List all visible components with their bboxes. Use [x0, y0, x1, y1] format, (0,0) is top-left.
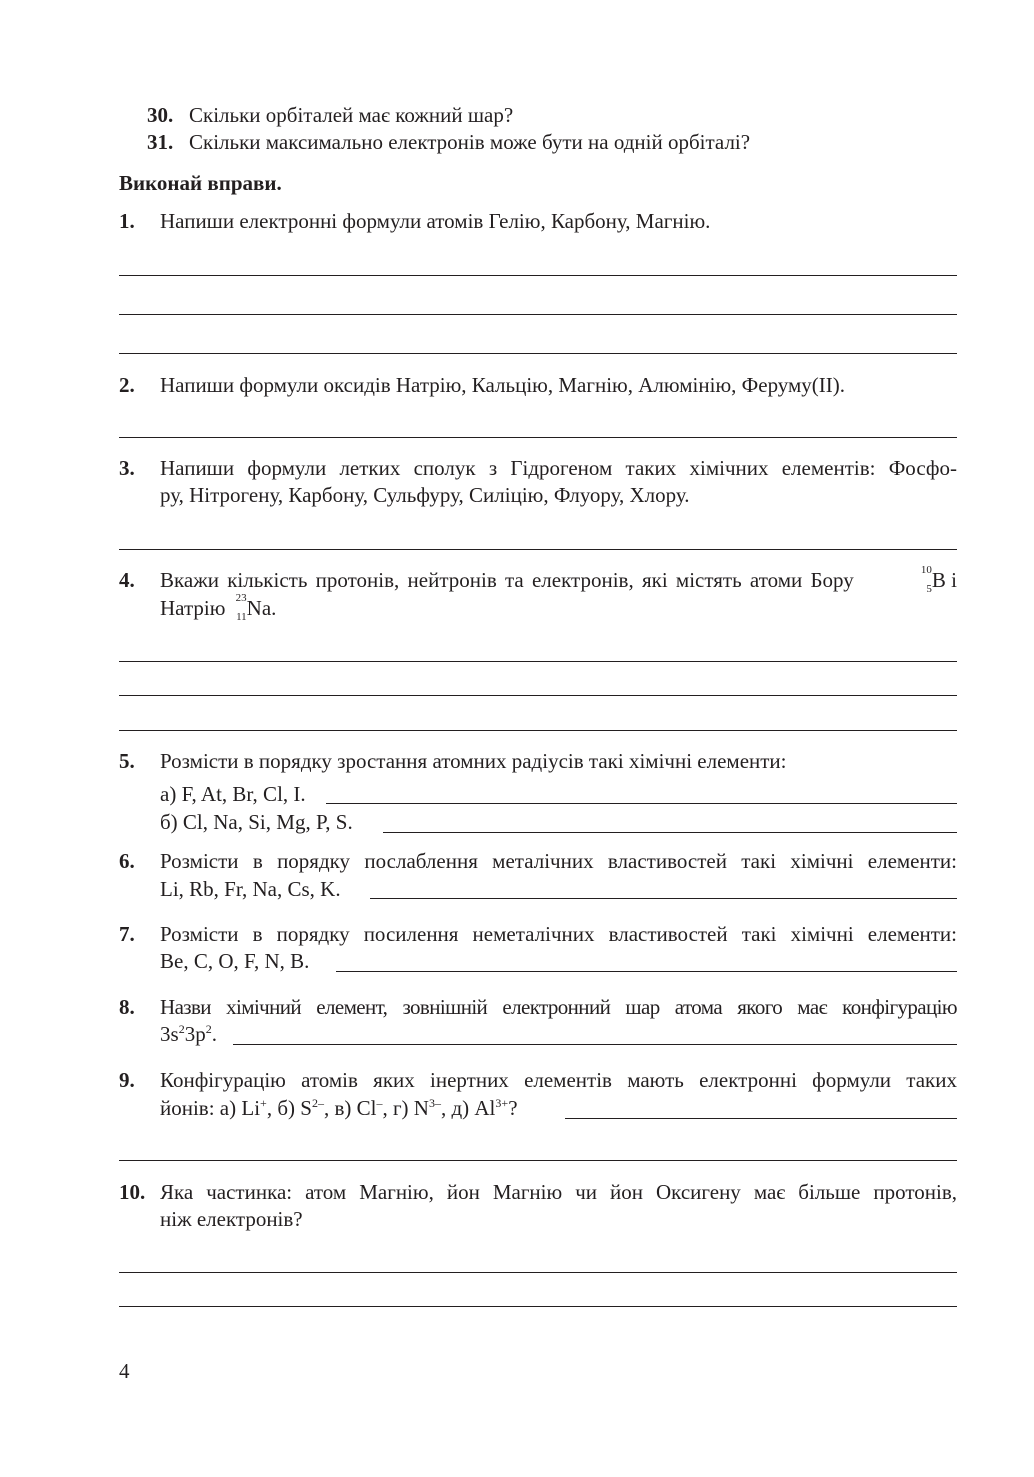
boron-isotope: [918, 564, 957, 595]
question-text: Скільки орбіталей має кожний шар?: [189, 103, 514, 127]
sodium-symbol: Na.: [246, 596, 277, 620]
boron-symbol: B: [931, 568, 946, 592]
electron-configuration: $3s^23p^2$.: [160, 1022, 217, 1046]
exercise-text: Напиши формули оксидів Натрію, Кальцію, Магнію, Алюмінію, Феруму(II).: [160, 373, 846, 397]
answer-line[interactable]: [119, 275, 957, 276]
exercise-text: Розмісти в порядку послаблення металічних властивостей такі хімічні елементи:: [160, 849, 957, 873]
exercise-text-continued: ру, Нітрогену, Карбону, Сульфуру, Силіцію, Флуору, Хлору.: [160, 483, 690, 507]
exercise-text-continued: ніж електронів?: [160, 1207, 303, 1231]
answer-line[interactable]: [233, 1044, 957, 1045]
answer-line[interactable]: [119, 661, 957, 662]
exercise-number: 5.: [119, 749, 135, 773]
answer-line[interactable]: [119, 730, 957, 731]
answer-line[interactable]: [336, 971, 957, 972]
question-text: Скільки максимально електронів може бути на одній орбіталі?: [189, 130, 751, 154]
answer-line[interactable]: [565, 1118, 957, 1119]
exercise-number: 1.: [119, 209, 135, 233]
exercise-number: 3.: [119, 456, 135, 480]
answer-line[interactable]: [383, 832, 957, 833]
exercise-number: 7.: [119, 922, 135, 946]
page-number: 4: [119, 1359, 130, 1383]
subitem-b: б) Cl, Na, Si, Mg, P, S.: [160, 810, 353, 834]
exercise-text-continued: Be, C, O, F, N, B.: [160, 949, 310, 973]
subitem-a: а) F, At, Br, Cl, I.: [160, 782, 306, 806]
exercise-text: Конфігурацію атомів яких інертних елементів мають електронні формули таких: [160, 1068, 957, 1092]
answer-line[interactable]: [119, 437, 957, 438]
exercise-number: 4.: [119, 568, 135, 592]
exercise-number: 8.: [119, 995, 135, 1019]
exercise-text-main: Вкажи кількість протонів, нейтронів та електронів, які містять атоми Бору: [160, 568, 854, 592]
exercise-text: Назви хімічний елемент, зовнішній електронний шар атома якого має конфігурацію: [160, 995, 957, 1019]
ion-list: йонів: а) Li+, б) $S^{2-}$, в) Cl–, г) $N^{3-}$, д) $Al^{3+}$?: [160, 1096, 518, 1120]
answer-line[interactable]: [370, 898, 957, 899]
answer-line[interactable]: [119, 1272, 957, 1273]
exercise-number: 2.: [119, 373, 135, 397]
exercise-number: 6.: [119, 849, 135, 873]
boron-atomic-number: 5: [926, 583, 932, 595]
sodium-label: Натрію: [160, 596, 226, 620]
question-number: 31.: [147, 130, 174, 154]
sodium-atomic-number: 11: [236, 611, 247, 623]
sodium-mass-number: 23: [235, 592, 247, 604]
sodium-isotope: [231, 592, 247, 623]
exercise-text-continued: Li, Rb, Fr, Na, Cs, K.: [160, 877, 341, 901]
exercise-text: Напиши формули летких сполук з Гідрогеном таких хімічних елементів: Фосфо-: [160, 456, 957, 480]
exercise-text: Яка частинка: атом Магнію, йон Магнію чи йон Оксигену має більше протонів,: [160, 1180, 957, 1204]
exercise-text: Розмісти в порядку зростання атомних радіусів такі хімічні елементи:: [160, 749, 787, 773]
answer-line[interactable]: [119, 695, 957, 696]
section-title: Виконай вправи.: [119, 171, 282, 195]
answer-line[interactable]: [119, 549, 957, 550]
conjunction: і: [951, 568, 957, 592]
answer-line[interactable]: [119, 314, 957, 315]
boron-mass-number: 10: [920, 564, 932, 576]
exercise-number: 10.: [119, 1180, 146, 1204]
answer-line[interactable]: [119, 353, 957, 354]
exercise-number: 9.: [119, 1068, 135, 1092]
answer-line[interactable]: [326, 803, 957, 804]
exercise-text: [160, 564, 957, 595]
question-number: 30.: [147, 103, 174, 127]
answer-line[interactable]: [119, 1160, 957, 1161]
exercise-text: Розмісти в порядку посилення неметалічних властивостей такі хімічні елементи:: [160, 922, 957, 946]
exercise-text-continued: [160, 592, 277, 623]
answer-line[interactable]: [119, 1306, 957, 1307]
exercise-text: Напиши електронні формули атомів Гелію, Карбону, Магнію.: [160, 209, 711, 233]
